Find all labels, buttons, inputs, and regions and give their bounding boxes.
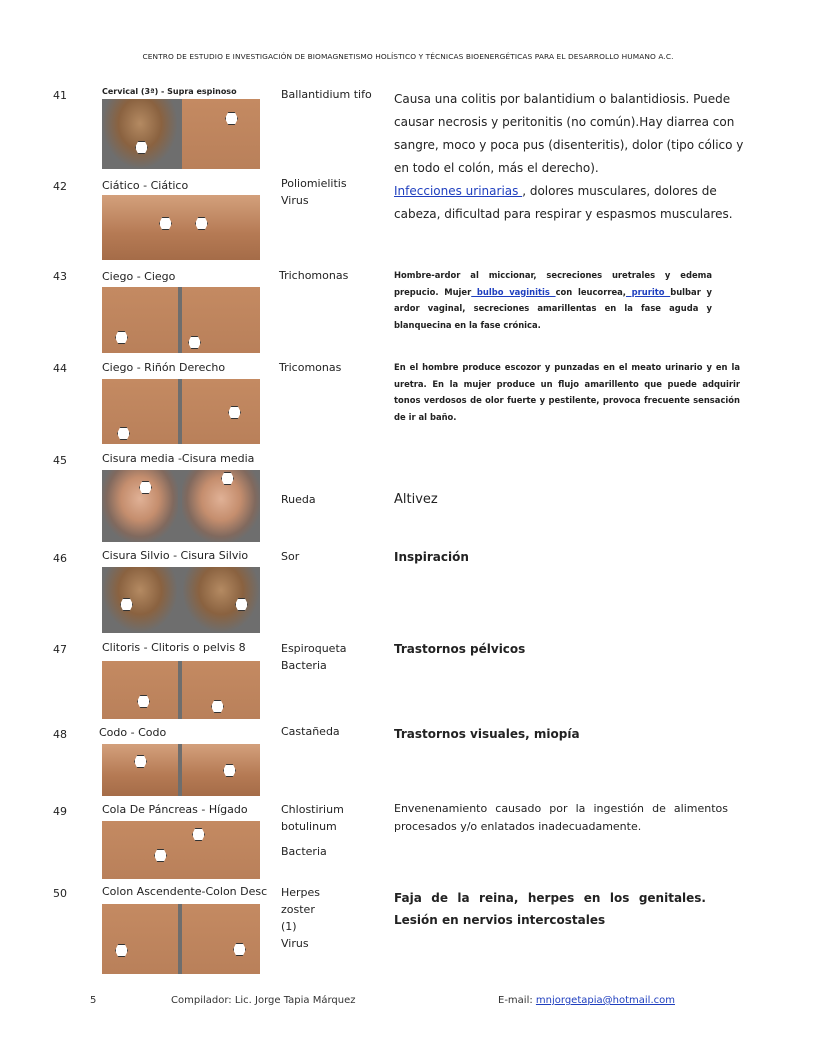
row-number: 46 bbox=[53, 552, 67, 565]
organism-cell: Chlostirium botulinum Bacteria bbox=[281, 803, 344, 858]
point-label: Cisura media -Cisura media bbox=[102, 452, 255, 465]
organism-cell: Herpes zoster (1) Virus bbox=[281, 886, 321, 950]
description-text: Causa una colitis por balantidium o balantidiosis. Puede causar necrosis y peritonitis (no común).Hay diarrea con sangre, moco y poca pus (disenteritis), dolor (tipo cólico y en todo el colón, más el derecho). Infecciones urinarias , dolores musculares, dolores de cabeza, dificultad para respirar y espasmos musculares. bbox=[394, 92, 744, 221]
description-text: Altivez bbox=[394, 492, 438, 507]
anatomy-image bbox=[102, 661, 260, 719]
description-text: En el hombre produce escozor y punzadas en el meato urinario y en la uretra. En la mujer produce un flujo amarillento que puede adquirir tonos verdosos de olor fuerte y pestilente, provoca frecuente sensación de ir al baño. bbox=[394, 362, 740, 422]
page-number: 5 bbox=[90, 995, 97, 1006]
row-number: 48 bbox=[53, 728, 67, 741]
organism-cell: Ballantidium tifo bbox=[281, 88, 372, 101]
point-label: Cisura Silvio - Cisura Silvio bbox=[102, 549, 249, 562]
bulbo-vaginitis-link[interactable]: bulbo vaginitis bbox=[471, 286, 556, 297]
row-number: 43 bbox=[53, 270, 67, 283]
anatomy-image bbox=[102, 904, 260, 974]
anatomy-image bbox=[102, 195, 260, 260]
description-text: Trastornos visuales, miopía bbox=[394, 727, 580, 741]
point-label: Cervical (3ª) - Supra espinoso bbox=[102, 87, 237, 96]
description-text: Hombre-ardor al miccionar, secreciones uretrales y edema prepucio. Mujer bulbo vaginitis con leucorrea, prurito bulbar y ardor vaginal, secreciones amarillentas en la fase aguda y blanquecina en la fase crónica. bbox=[394, 270, 712, 330]
description-text: Inspiración bbox=[394, 550, 469, 564]
row-number: 47 bbox=[53, 643, 67, 656]
point-label: Ciego - Riñón Derecho bbox=[102, 361, 226, 374]
point-label: Ciego - Ciego bbox=[102, 270, 176, 283]
anatomy-image bbox=[102, 821, 260, 879]
description-text: Trastornos pélvicos bbox=[394, 642, 526, 656]
anatomy-image bbox=[102, 379, 260, 444]
row-number: 41 bbox=[53, 89, 67, 102]
infecciones-urinarias-link[interactable]: Infecciones urinarias bbox=[394, 184, 523, 198]
organism-cell: Espiroqueta Bacteria bbox=[281, 642, 347, 672]
anatomy-image bbox=[102, 744, 260, 796]
organism-cell: Sor bbox=[281, 550, 300, 563]
point-label: Codo - Codo bbox=[99, 726, 167, 739]
organism-cell: Trichomonas bbox=[279, 269, 349, 282]
row-number: 44 bbox=[53, 362, 67, 375]
description-text: Faja de la reina, herpes en los genitales. Lesión en nervios intercostales bbox=[394, 891, 706, 927]
description-text: Envenenamiento causado por la ingestión de alimentos procesados y/o enlatados inadecuadamente. bbox=[394, 802, 728, 833]
anatomy-image bbox=[102, 287, 260, 353]
point-label: Ciático - Ciático bbox=[102, 179, 189, 192]
anatomy-image bbox=[102, 567, 260, 633]
row-number: 45 bbox=[53, 454, 67, 467]
organism-cell: Castañeda bbox=[281, 725, 340, 738]
row-number: 42 bbox=[53, 180, 67, 193]
row-number: 50 bbox=[53, 887, 67, 900]
point-label: Cola De Páncreas - Hígado bbox=[102, 803, 248, 816]
point-label: Colon Ascendente-Colon Desc bbox=[102, 885, 268, 898]
anatomy-image bbox=[102, 99, 260, 169]
prurito-link[interactable]: prurito bbox=[625, 286, 671, 297]
anatomy-image bbox=[102, 470, 260, 542]
organism-cell: Tricomonas bbox=[279, 361, 342, 374]
organism-cell: Poliomielitis Virus bbox=[281, 177, 347, 207]
organism-cell: Rueda bbox=[281, 493, 316, 506]
row-number: 49 bbox=[53, 805, 67, 818]
email-link[interactable]: mnjorgetapia@hotmail.com bbox=[535, 995, 675, 1006]
point-label: Clitoris - Clitoris o pelvis 8 bbox=[102, 641, 246, 654]
compiler-text: Compilador: Lic. Jorge Tapia Márquez bbox=[171, 995, 356, 1006]
page-header: CENTRO DE ESTUDIO E INVESTIGACIÓN DE BIOMAGNETISMO HOLÍSTICO Y TÉCNICAS BIOENERGÉTICAS PARA EL DESARROLLO HUMANO A.C. bbox=[142, 52, 674, 61]
email-label: E-mail: mnjorgetapia@hotmail.com bbox=[498, 995, 675, 1006]
